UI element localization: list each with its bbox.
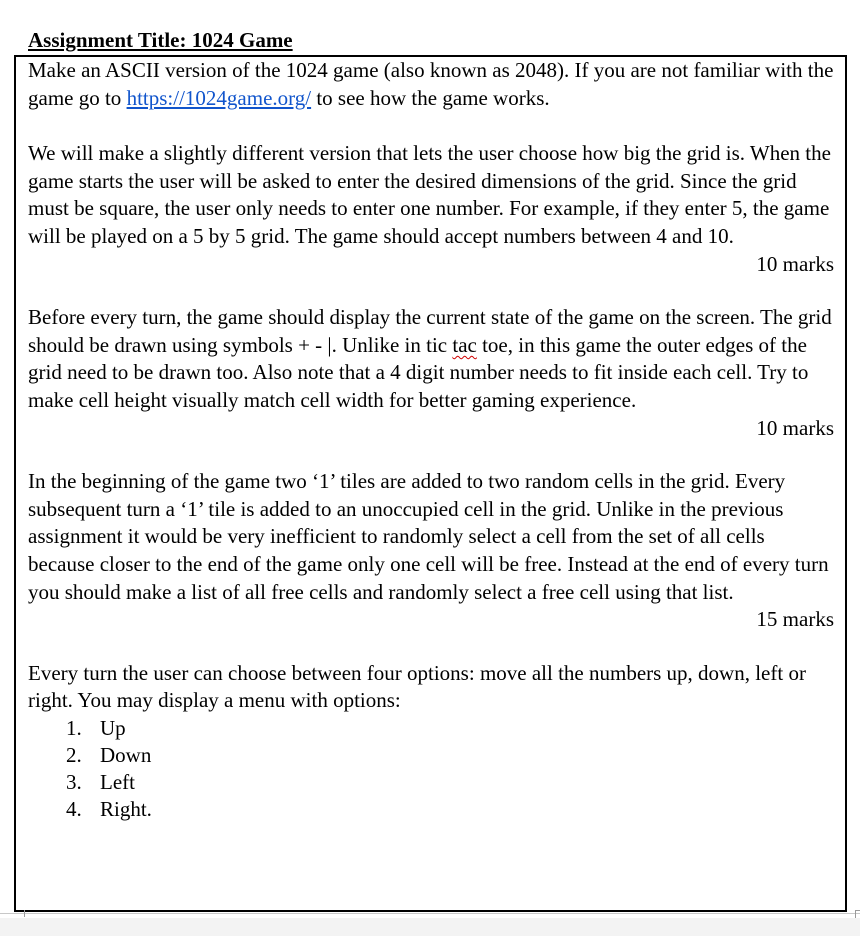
menu-item-left [28, 769, 836, 796]
menu-item-label: Up [100, 715, 126, 740]
assignment-box [14, 55, 847, 912]
intro-paragraph [28, 57, 836, 112]
intro-text-before: Make an ASCII version of the 1024 game (also known as 2048). If you are not familiar with the game go to [28, 58, 834, 110]
menu-item-down [28, 742, 836, 769]
section2-text-after: toe, in this game the outer edges of the grid need to be drawn too. Also note that a 4 digit number needs to fit inside each cell. Try to make cell height visually match cell width for better gaming experience. [28, 332, 809, 412]
menu-item-number: 1. [66, 715, 82, 740]
section3-marks: 15 marks [756, 607, 834, 632]
section1-paragraph: We will make a slightly different version that lets the user choose how big the grid is. When the game starts the user will be asked to enter the desired dimensions of the grid. Since the grid must be square, the user only needs to enter one number. For example, if they enter 5, the game will be played on a 5 by 5 grid. The game should accept numbers between 4 and 10. [28, 141, 831, 248]
margin-marker-left [24, 910, 25, 917]
section4-paragraph: Every turn the user can choose between four options: move all the numbers up, down, left or right. You may display a menu with options: [28, 660, 806, 713]
section3-paragraph: In the beginning of the game two ‘1’ tiles are added to two random cells in the grid. Every subsequent turn a ‘1’ tile is added to an unoccupied cell in the grid. Unlike in the previous assignment it would be very inefficient to randomly select a cell from the set of all cells because closer to the end of the game only one cell will be free. Instead at the end of every turn you should make a list of all free cells and randomly select a free cell using that list. [28, 469, 829, 604]
section2-marks: 10 marks [756, 415, 834, 440]
game-link[interactable]: https://1024game.org/ [126, 85, 312, 110]
section2-paragraph [28, 304, 836, 414]
menu-item-label: Down [100, 742, 152, 767]
menu-item-number: 4. [66, 796, 82, 821]
section1-marks: 10 marks [756, 251, 834, 276]
assignment-title: Assignment Title: 1024 Game [28, 28, 293, 52]
spelling-flagged-word[interactable]: tac [452, 332, 477, 357]
menu-item-number: 2. [66, 742, 82, 767]
page-bottom-band [0, 918, 860, 936]
page-bottom-rule [0, 913, 860, 914]
margin-marker-right [855, 910, 860, 918]
menu-item-right [28, 796, 836, 823]
section2-text-before: Before every turn, the game should display the current state of the game on the screen. The grid should be drawn using symbols + - |. Unlike in tic [28, 305, 832, 357]
assignment-content [28, 57, 836, 823]
menu-item-up [28, 715, 836, 742]
menu-item-label: Right. [100, 796, 152, 821]
menu-item-label: Left [100, 769, 135, 794]
menu-item-number: 3. [66, 769, 82, 794]
options-menu-list [28, 715, 836, 823]
intro-text-after: to see how the game works. [311, 85, 550, 110]
